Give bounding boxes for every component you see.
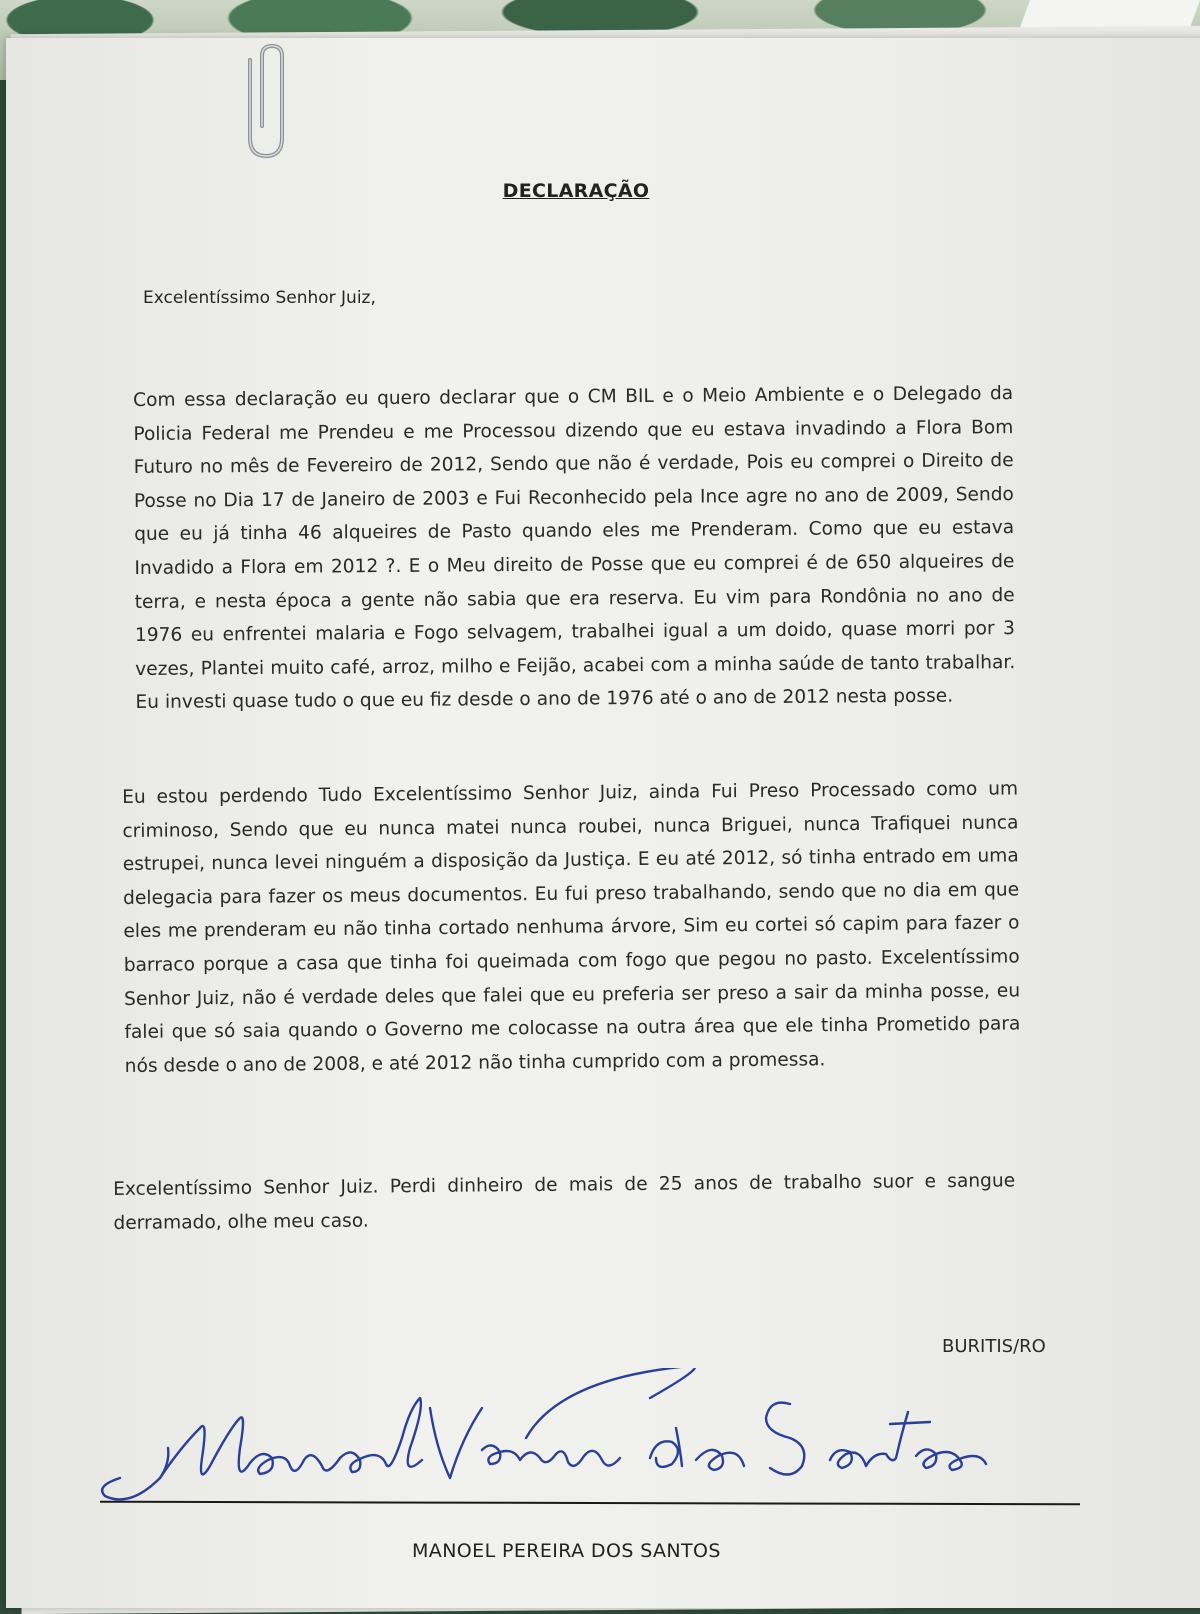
paragraph-3 [113, 1164, 1016, 1240]
paragraph-text: Eu estou perdendo Tudo Excelentíssimo Senhor Juiz, ainda Fui Preso Processado como um criminoso, Sendo que eu nunca matei nunca roubei, nunca Briguei, nunca Trafiquei nunca estrupei, nunca levei ninguém a disposição da Justiça. E eu até 2012, só tinha entrado em uma delegacia para fazer os meus documentos. Eu fui preso trabalhando, sendo que no dia em que eles me prenderam eu não tinha cortado nenhuma árvore, Sim eu cortei só capim para fazer o barraco porque a casa que tinha foi queimada com fogo que pegou no pasto. Excelentíssimo Senhor Juiz, não é verdade deles que falei que eu preferia ser preso a sair da minha posse, eu falei que só saia quando o Governo me colocasse na outra área que ele tinha Prometido para nós desde o ano de 2008, e até 2012 não tinha cumprido com a promessa. [122, 778, 1021, 1077]
paragraph-1 [133, 377, 1016, 720]
handwritten-signature [90, 1368, 990, 1538]
salutation: Excelentíssimo Senhor Juiz, [143, 288, 376, 308]
city-location: BURITIS/RO [942, 1336, 1046, 1357]
paragraph-2 [122, 772, 1021, 1083]
signer-name: MANOEL PEREIRA DOS SANTOS [412, 1540, 721, 1562]
document-title: DECLARAÇÃO [502, 180, 650, 202]
paragraph-text: Excelentíssimo Senhor Juiz. Perdi dinheiro de mais de 25 anos de trabalho suor e sangue derramado, olhe meu caso. [113, 1170, 1016, 1234]
paperclip-icon [236, 42, 296, 162]
paragraph-text: Com essa declaração eu quero declarar que o CM BIL e o Meio Ambiente e o Delegado da Policia Federal me Prendeu e me Processou dizendo que eu estava invadindo a Flora Bom Futuro no mês de Fevereiro de 2012, Sendo que não é verdade, Pois eu comprei o Direito de Posse no Dia 17 de Janeiro de 2003 e Fui Reconhecido pela Ince agre no ano de 2009, Sendo que eu já tinha 46 alqueires de Pasto quando eles me Prenderam. Como que eu estava Invadido a Flora em 2012 ?. E o Meu direito de Posse que eu comprei é de 650 alqueires de terra, e nesta época a gente não sabia que era reserva. Eu vim para Rondônia no ano de 1976 eu enfrentei malaria e Fogo selvagem, trabalhei igual a um doido, quase morri por 3 vezes, Plantei muito café, arroz, milho e Feijão, acabei com a minha saúde de tanto trabalhar. Eu investi quase tudo o que eu fiz desde o ano de 1976 até o ano de 2012 nesta posse. [133, 383, 1016, 714]
